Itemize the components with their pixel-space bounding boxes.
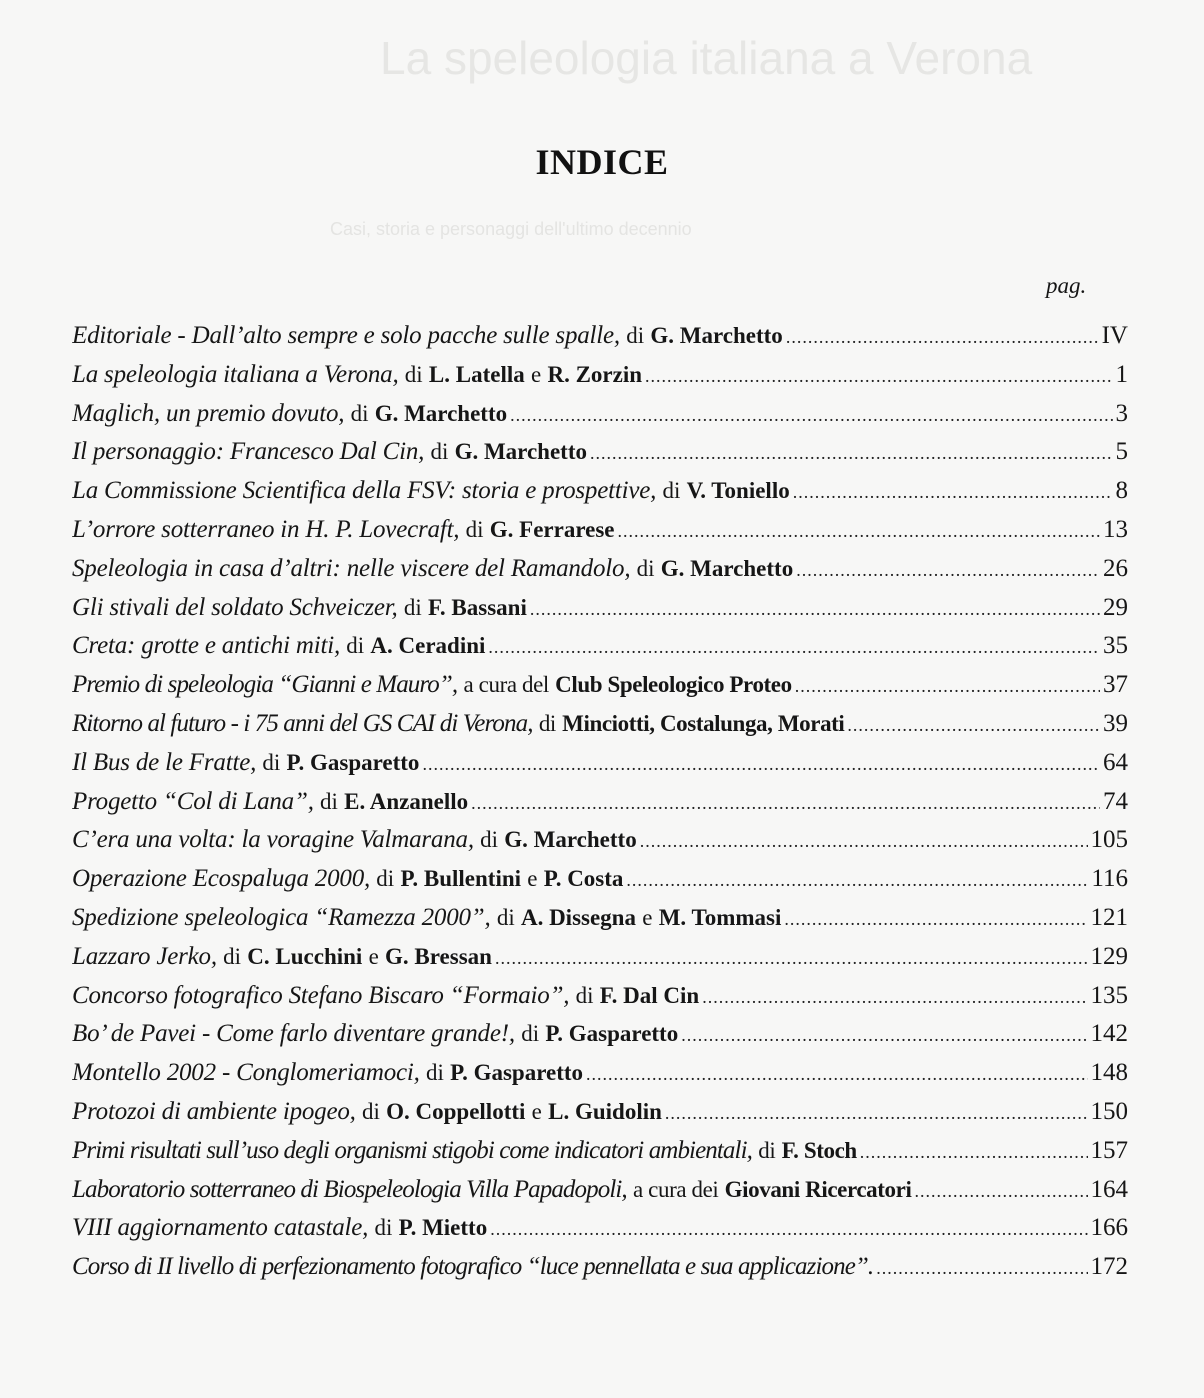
toc-entry-text <box>72 1019 678 1049</box>
toc-entry-text <box>72 670 792 700</box>
entry-title: Premio di speleologia “Gianni e Mauro”, <box>72 671 458 699</box>
toc-entry <box>72 1136 1128 1175</box>
dot-leader <box>914 1176 1087 1206</box>
dot-leader <box>590 438 1113 468</box>
toc-entry <box>72 437 1128 476</box>
toc-entry <box>72 981 1128 1020</box>
toc-entry <box>72 1213 1128 1252</box>
entry-connector: di <box>374 1215 393 1241</box>
toc-entry-text <box>72 864 623 894</box>
entry-connector: di <box>425 1060 444 1086</box>
toc-entry <box>72 360 1128 399</box>
entry-page-number: 116 <box>1091 865 1128 893</box>
entry-page-number: 37 <box>1103 671 1128 699</box>
entry-author: R. Zorzin <box>547 361 643 387</box>
entry-page-number: 13 <box>1103 515 1128 543</box>
entry-title: Operazione Ecospaluga 2000, <box>72 865 371 893</box>
toc-entry-text <box>72 709 844 739</box>
entry-author: L. Guidolin <box>548 1098 662 1124</box>
dot-leader <box>626 865 1088 895</box>
entry-title: Concorso fotografico Stefano Biscaro “Formaio”, <box>72 981 570 1009</box>
dot-leader <box>665 1098 1088 1128</box>
entry-connector: di <box>320 788 338 814</box>
entry-author: P. Gasparetto <box>286 749 420 775</box>
toc-entry <box>72 864 1128 903</box>
entry-author: P. Mietto <box>398 1215 488 1241</box>
toc-entry <box>72 554 1128 593</box>
entry-connector: di <box>636 555 655 581</box>
entry-page-number: 1 <box>1115 360 1128 388</box>
toc-entry-text <box>72 903 781 933</box>
entry-title: Il Bus de le Fratte, <box>72 748 257 776</box>
entry-title: Ritorno al futuro - i 75 anni del GS CAI di Verona, <box>72 709 533 737</box>
dot-leader <box>618 516 1101 546</box>
entry-author: P. Costa <box>543 866 624 892</box>
toc-entry-text <box>72 321 783 351</box>
entry-connector: di <box>346 633 365 659</box>
toc-entry-text <box>72 1175 911 1205</box>
toc-entry <box>72 593 1128 632</box>
toc-entry-text <box>72 360 642 390</box>
entry-connector: di <box>465 516 484 542</box>
entry-author: A. Dissegna <box>520 904 636 930</box>
toc-entry <box>72 1019 1128 1058</box>
entry-title: La Commissione Scientifica della FSV: storia e prospettive, <box>72 477 657 505</box>
entry-title: Maglich, un premio dovuto, <box>72 399 345 427</box>
entry-title: Progetto “Col di Lana”, <box>72 787 314 815</box>
entry-author: C. Lucchini <box>247 943 363 969</box>
entry-page-number: 157 <box>1090 1136 1128 1164</box>
entry-author: F. Bassani <box>427 594 527 620</box>
entry-author: G. Marchetto <box>650 323 783 348</box>
entry-page-number: 64 <box>1103 748 1128 776</box>
entry-title: Corso di II livello di perfezionamento fotografico “luce pennellata e sua applicazione”. <box>72 1253 874 1281</box>
background-bleed-heading: La speleologia italiana a Verona <box>380 32 1033 84</box>
entry-page-number: 148 <box>1090 1059 1128 1087</box>
dot-leader <box>702 982 1087 1012</box>
author-join: e <box>368 943 379 969</box>
toc-entry <box>72 399 1128 438</box>
toc-entry <box>72 787 1128 826</box>
entry-page-number: 26 <box>1103 554 1128 582</box>
toc-entry-text <box>72 631 485 661</box>
toc-entry-text <box>72 825 637 855</box>
entry-author: P. Gasparetto <box>450 1060 584 1086</box>
toc-entry <box>72 709 1128 748</box>
dot-leader <box>860 1137 1088 1167</box>
toc-entry-text <box>72 1097 662 1127</box>
entry-connector: di <box>403 594 422 620</box>
entry-author: F. Stoch <box>781 1137 857 1163</box>
entry-connector: di <box>361 1098 380 1124</box>
page-column-label: pag. <box>1046 273 1087 298</box>
author-join: e <box>531 1098 542 1124</box>
entry-connector: di <box>575 982 594 1008</box>
entry-page-number: 29 <box>1103 593 1128 621</box>
entry-author: F. Dal Cin <box>599 982 700 1008</box>
dot-leader <box>793 477 1113 507</box>
entry-page-number: 164 <box>1090 1175 1128 1203</box>
entry-connector: di <box>758 1137 776 1163</box>
entry-connector: di <box>262 749 281 775</box>
toc-entry-text <box>72 515 615 545</box>
entry-author: G. Ferrarese <box>489 516 615 542</box>
entry-page-number: 172 <box>1090 1253 1128 1281</box>
dot-leader <box>786 322 1099 352</box>
dot-leader <box>586 1059 1087 1089</box>
toc-entry-text <box>72 787 468 817</box>
page-title: INDICE <box>535 142 669 182</box>
entry-title: Primi risultati sull’uso degli organismi stigobi come indicatori ambientali, <box>72 1136 752 1164</box>
toc-entry <box>72 1175 1128 1214</box>
entry-connector: di <box>404 361 423 387</box>
entry-connector: di <box>538 710 556 736</box>
toc-entry <box>72 1058 1128 1097</box>
author-join: e <box>530 361 542 387</box>
dot-leader <box>795 671 1100 701</box>
entry-author: M. Tommasi <box>658 904 782 930</box>
entry-author: P. Bullentini <box>400 866 522 892</box>
dot-leader <box>422 749 1100 779</box>
toc-entry-text <box>72 1213 487 1243</box>
entry-connector: a cura dei <box>633 1176 719 1202</box>
entry-author: G. Marchetto <box>454 439 587 465</box>
entry-page-number: IV <box>1101 322 1128 349</box>
dot-leader <box>490 1214 1087 1244</box>
entry-author: P. Gasparetto <box>545 1021 679 1047</box>
toc-entry-text <box>72 981 699 1011</box>
dot-leader <box>530 594 1100 624</box>
entry-title: Lazzaro Jerko, <box>72 942 217 970</box>
toc-entry-text <box>72 593 527 623</box>
entry-page-number: 129 <box>1090 942 1128 970</box>
dot-leader <box>796 555 1100 585</box>
entry-connector: di <box>662 478 681 504</box>
dot-leader <box>510 400 1112 430</box>
toc-entry <box>72 670 1128 709</box>
toc-entry-text <box>72 554 793 584</box>
entry-title: C’era una volta: la voragine Valmarana, <box>72 826 474 854</box>
dot-leader <box>847 710 1100 740</box>
toc-entry-text <box>72 476 790 506</box>
toc-entry <box>72 515 1128 554</box>
toc-entry-text <box>72 1136 857 1166</box>
toc-entry <box>72 476 1128 515</box>
entry-author: G. Marchetto <box>660 555 794 581</box>
entry-connector: di <box>430 439 449 465</box>
toc-entry <box>72 748 1128 787</box>
toc-entry <box>72 631 1128 670</box>
entry-page-number: 5 <box>1115 438 1128 466</box>
dot-leader <box>681 1020 1087 1050</box>
toc-entry <box>72 942 1128 981</box>
toc-entry-text <box>72 399 507 429</box>
entry-title: Speleologia in casa d’altri: nelle viscere del Ramandolo, <box>72 554 631 582</box>
entry-title: L’orrore sotterraneo in H. P. Lovecraft, <box>72 515 460 543</box>
toc-entry-text <box>72 1058 583 1088</box>
entry-author: Minciotti, Costalunga, Morati <box>562 710 845 736</box>
entry-title: La speleologia italiana a Verona, <box>72 360 399 388</box>
dot-leader <box>784 904 1087 934</box>
dot-leader <box>645 361 1112 391</box>
toc-entry-text <box>72 437 587 467</box>
entry-author: L. Latella <box>428 361 525 387</box>
entry-page-number: 135 <box>1090 981 1128 1009</box>
dot-leader <box>495 943 1088 973</box>
entry-title: Creta: grotte e antichi miti, <box>72 632 341 660</box>
entry-connector: di <box>223 943 242 969</box>
entry-connector: a cura del <box>463 672 549 698</box>
entry-author: Club Speleologico Proteo <box>555 672 792 698</box>
entry-connector: di <box>496 904 515 930</box>
entry-connector: di <box>376 866 395 892</box>
toc-entry <box>72 903 1128 942</box>
entry-connector: di <box>350 400 369 426</box>
entry-page-number: 121 <box>1090 903 1128 931</box>
author-join: e <box>642 904 653 930</box>
entry-connector: di <box>521 1021 540 1047</box>
entry-page-number: 3 <box>1115 399 1128 427</box>
entry-author: G. Marchetto <box>504 827 637 853</box>
entry-title: Laboratorio sotterraneo di Biospeleologia Villa Papadopoli, <box>72 1175 627 1203</box>
entry-page-number: 35 <box>1103 632 1128 660</box>
entry-author: A. Ceradini <box>370 633 486 659</box>
entry-author: V. Toniello <box>686 478 790 504</box>
toc-entry <box>72 825 1128 864</box>
entry-page-number: 105 <box>1090 826 1128 854</box>
entry-title: Gli stivali del soldato Schveiczer, <box>72 593 398 621</box>
entry-connector: di <box>480 827 499 853</box>
entry-title: Bo’ de Pavei - Come farlo diventare grande!, <box>72 1020 515 1048</box>
dot-leader <box>471 788 1100 818</box>
entry-title: VIII aggiornamento catastale, <box>72 1214 369 1242</box>
toc-entry <box>72 321 1128 360</box>
author-join: e <box>527 866 538 892</box>
toc-entry-text <box>72 942 492 972</box>
entry-page-number: 8 <box>1115 477 1128 505</box>
entry-title: Spedizione speleologica “Ramezza 2000”, <box>72 903 491 931</box>
entry-page-number: 150 <box>1090 1097 1128 1125</box>
entry-title: Protozoi di ambiente ipogeo, <box>72 1097 356 1125</box>
toc-entry-text <box>72 748 419 778</box>
table-of-contents <box>72 321 1128 1291</box>
entry-author: G. Marchetto <box>374 400 508 426</box>
background-bleed-subtitle: Casi, storia e personaggi dell'ultimo decennio <box>330 219 692 239</box>
toc-entry-text <box>72 1252 873 1282</box>
dot-leader <box>876 1253 1087 1283</box>
dot-leader <box>640 826 1088 856</box>
entry-author: Giovani Ricercatori <box>724 1176 912 1202</box>
entry-title: Editoriale - Dall’alto sempre e solo pacche sulle spalle, <box>72 322 620 349</box>
entry-page-number: 74 <box>1103 787 1128 815</box>
entry-author: G. Bressan <box>385 943 492 969</box>
entry-connector: di <box>626 323 645 348</box>
entry-author: E. Anzanello <box>344 788 469 814</box>
dot-leader <box>488 632 1100 662</box>
entry-page-number: 39 <box>1103 709 1128 737</box>
entry-title: Il personaggio: Francesco Dal Cin, <box>72 438 425 466</box>
toc-entry <box>72 1252 1128 1291</box>
entry-author: O. Coppellotti <box>386 1098 526 1124</box>
entry-page-number: 166 <box>1090 1214 1128 1242</box>
entry-title: Montello 2002 - Conglomeriamoci, <box>72 1059 420 1087</box>
toc-entry <box>72 1097 1128 1136</box>
entry-page-number: 142 <box>1090 1020 1128 1048</box>
